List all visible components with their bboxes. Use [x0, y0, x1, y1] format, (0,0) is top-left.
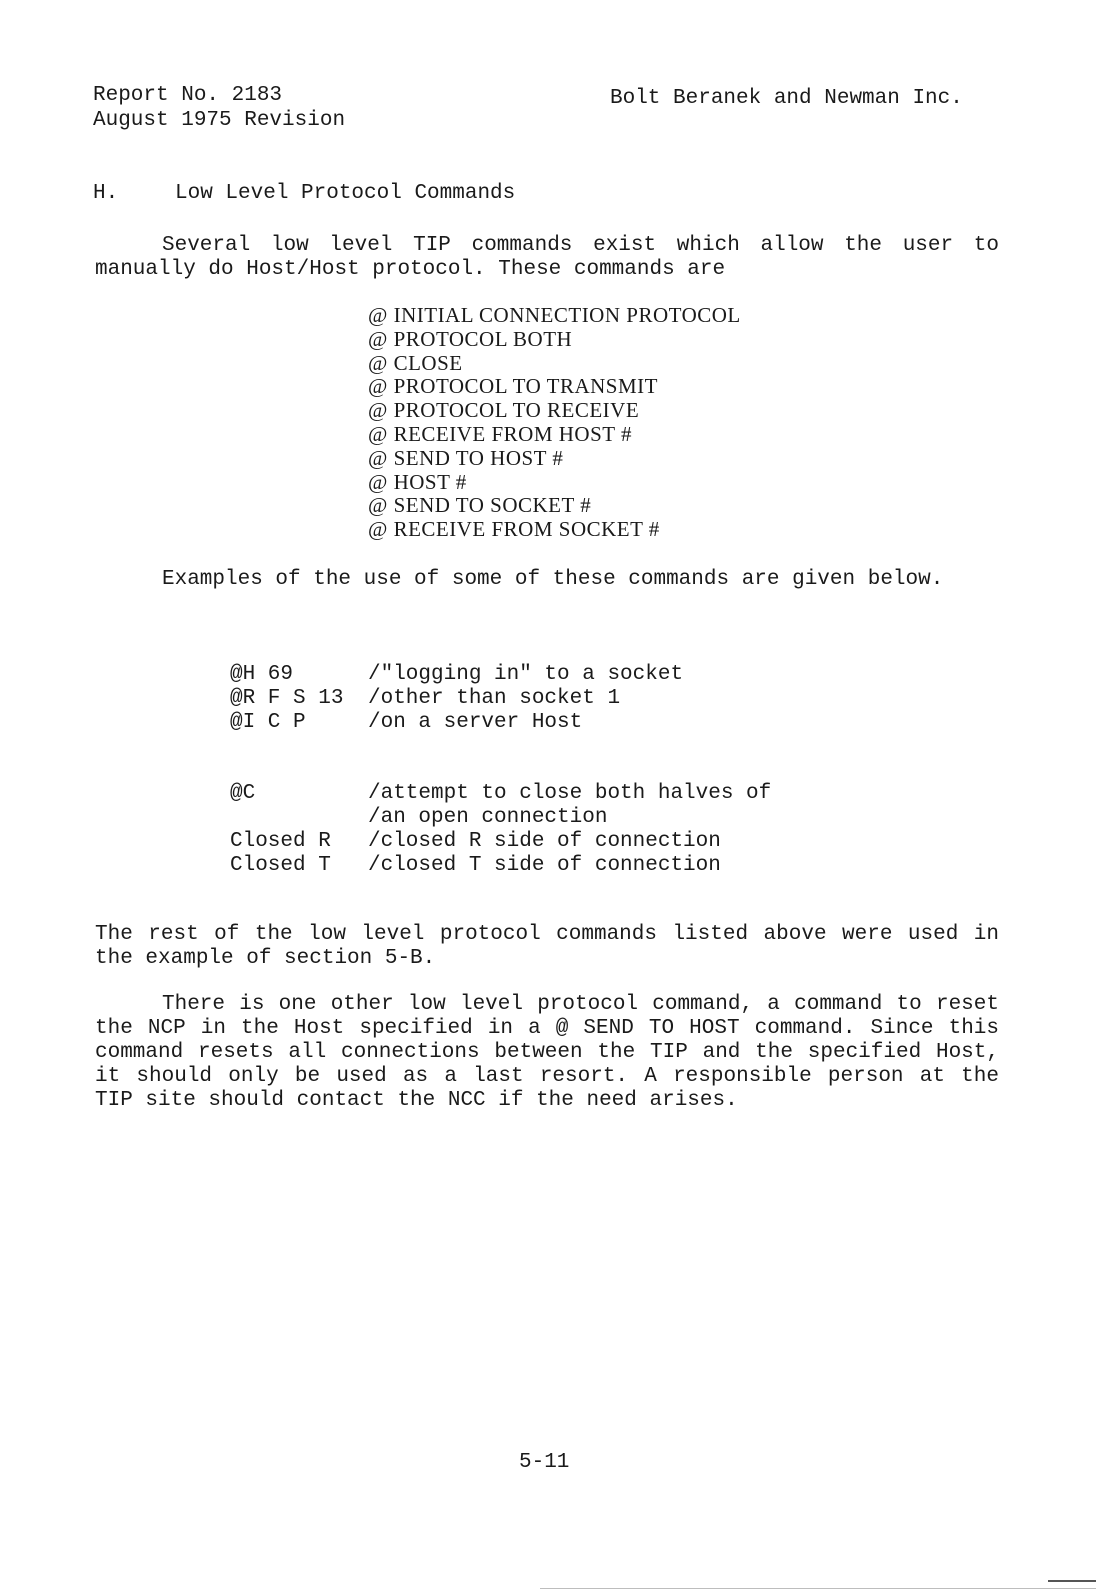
command-item: @ PROTOCOL TO RECEIVE: [368, 398, 640, 423]
rest-paragraph: The rest of the low level protocol commands listed above were used in the example of section 5-B.: [95, 923, 999, 970]
page-number: 5-11: [519, 1451, 570, 1474]
example-table-close: [230, 782, 771, 878]
command-item: @ SEND TO SOCKET #: [368, 493, 592, 518]
command-item: @ SEND TO HOST #: [368, 445, 564, 470]
example-comment: /"logging in" to a socket: [368, 663, 684, 686]
example-comment: /attempt to close both halves of: [368, 782, 772, 805]
table-row: [230, 663, 683, 687]
table-row: [230, 830, 771, 854]
intro-paragraph: [95, 234, 999, 282]
revision-date: August 1975 Revision: [93, 109, 346, 132]
table-row: [230, 711, 683, 735]
example-command: @C: [230, 782, 256, 805]
command-item: @ CLOSE: [368, 350, 463, 375]
scan-corner-mark: [1048, 1580, 1096, 1582]
example-comment: /other than socket 1: [368, 687, 621, 710]
table-row: [230, 687, 683, 711]
command-item: @ HOST #: [368, 469, 467, 494]
scan-edge-line: [540, 1588, 1096, 1589]
example-comment: /on a server Host: [368, 711, 583, 734]
final-paragraph: [95, 993, 999, 1113]
section-title: Low Level Protocol Commands: [175, 182, 516, 205]
examples-paragraph: [95, 568, 999, 592]
company-name: Bolt Beranek and Newman Inc.: [610, 87, 963, 110]
example-command: Closed R: [230, 830, 331, 853]
example-command: [230, 806, 368, 830]
intro-paragraph-text: Several low level TIP commands exist which allow the user to manually do Host/Host protocol. These commands are: [95, 234, 999, 281]
command-item: @ INITIAL CONNECTION PROTOCOL: [368, 303, 741, 327]
table-row: [230, 806, 771, 830]
example-table-login: [230, 663, 683, 735]
example-command: Closed T: [230, 854, 331, 877]
report-number: Report No. 2183: [93, 84, 283, 107]
example-comment: /closed T side of connection: [368, 854, 721, 877]
command-item: @ RECEIVE FROM SOCKET #: [368, 517, 660, 542]
example-comment: /an open connection: [368, 806, 608, 829]
command-item: @ PROTOCOL BOTH: [368, 326, 573, 351]
command-item: @ RECEIVE FROM HOST #: [368, 421, 632, 446]
table-row: [230, 782, 771, 806]
command-list: [368, 304, 741, 542]
command-item: @ PROTOCOL TO TRANSMIT: [368, 374, 658, 399]
examples-paragraph-text: Examples of the use of some of these commands are given below.: [162, 568, 944, 591]
example-command: @H 69: [230, 663, 294, 686]
example-comment: /closed R side of connection: [368, 830, 721, 853]
example-command: @I C P: [230, 711, 306, 734]
section-number: H.: [93, 182, 119, 205]
example-command: @R F S 13: [230, 687, 344, 710]
table-row: [230, 854, 771, 878]
final-paragraph-text: There is one other low level protocol command, a command to reset the NCP in the Host specified in a @ SEND TO HOST command. Since this command resets all connections between the TIP and the specified Host, it should only be used as a last resort. A responsible person at the TIP site should contact the NCC if the need arises.: [95, 993, 999, 1112]
